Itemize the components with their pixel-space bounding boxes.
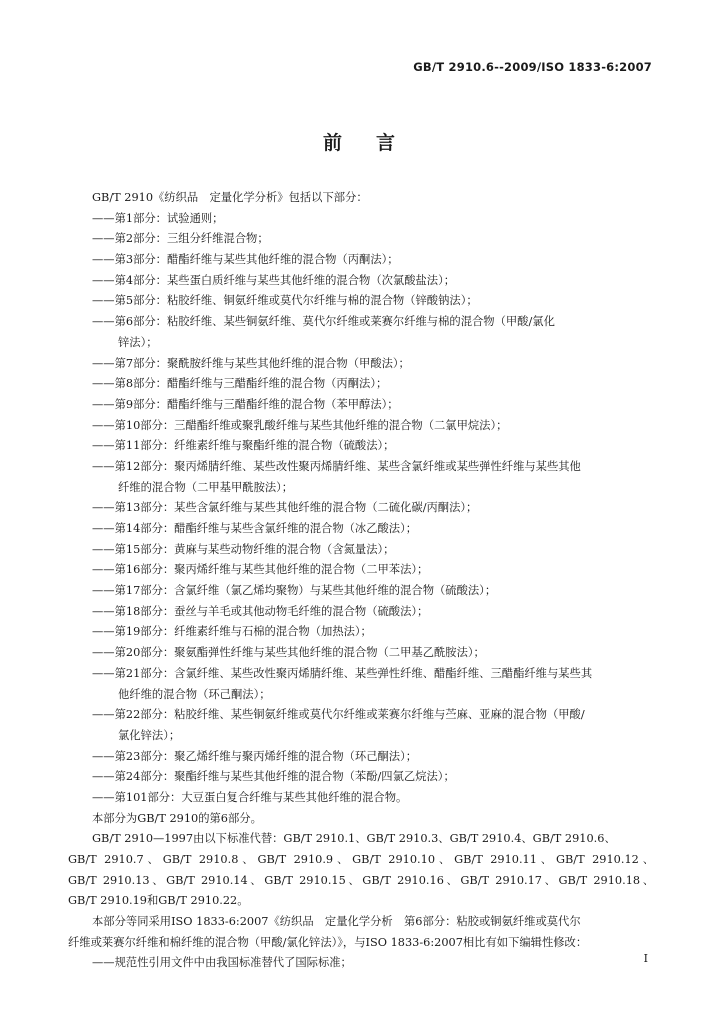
part-item-18: ——第18部分：蚕丝与羊毛或其他动物毛纤维的混合物（硫酸法）； xyxy=(92,604,429,618)
part-item-20: ——第20部分：聚氨酯弹性纤维与某些其他纤维的混合物（二甲基乙酰胺法）； xyxy=(92,646,485,660)
part-item-101: ——第101部分：大豆蛋白复合纤维与某些其他纤维的混合物。 xyxy=(92,790,408,804)
part-item-15: ——第15部分：黄麻与某些动物纤维的混合物（含氮量法）； xyxy=(92,542,395,556)
part-item-4: ——第4部分：某些蛋白质纤维与某些其他纤维的混合物（次氯酸盐法）； xyxy=(92,273,456,287)
paragraph-adoption-line-2: 纤维或莱赛尔纤维和棉纤维的混合物（甲酸/氯化锌法）》，与ISO 1833-6:2007相比有如下编辑性修改： xyxy=(68,935,588,949)
paragraph-replacement-line-3: GB/T 2910.13、GB/T 2910.14、GB/T 2910.15、GB/T 2910.16、GB/T 2910.17、GB/T 2910.18、 xyxy=(68,873,654,887)
part-item-12-cont: 纤维的混合物（二甲基甲酰胺法）； xyxy=(118,480,294,494)
part-item-19: ——第19部分：纤维素纤维与石棉的混合物（加热法）； xyxy=(92,625,372,639)
part-item-6-cont: 锌法）； xyxy=(118,335,158,349)
part-item-13: ——第13部分：某些含氯纤维与某些其他纤维的混合物（二硫化碳/丙酮法）； xyxy=(92,501,478,515)
part-item-17: ——第17部分：含氯纤维（氯乙烯均聚物）与某些其他纤维的混合物（硫酸法）； xyxy=(92,584,497,598)
part-item-9: ——第9部分：醋酯纤维与三醋酯纤维的混合物（苯甲醇法）； xyxy=(92,397,399,411)
document-body xyxy=(68,188,654,974)
part-item-14: ——第14部分：醋酯纤维与某些含氯纤维的混合物（冰乙酸法）； xyxy=(92,522,418,535)
paragraph-adoption-line-3: ——规范性引用文件中由我国标准替代了国际标准； xyxy=(92,956,352,970)
intro-line: GB/T 2910《纺织品 定量化学分析》包括以下部分： xyxy=(92,191,368,204)
part-item-22: ——第22部分：粘胶纤维、某些铜氨纤维或莫代尔纤维或莱赛尔纤维与苎麻、亚麻的混合物（甲酸/ xyxy=(92,708,585,722)
part-item-3: ——第3部分：醋酯纤维与某些其他纤维的混合物（丙酮法）； xyxy=(92,253,399,267)
part-item-7: ——第7部分：聚酰胺纤维与某些其他纤维的混合物（甲酸法）； xyxy=(92,356,410,370)
part-item-2: ——第2部分：三组分纤维混合物； xyxy=(92,232,269,246)
part-item-6: ——第6部分：粘胶纤维、某些铜氨纤维、莫代尔纤维或莱赛尔纤维与棉的混合物（甲酸/氯化 xyxy=(92,315,555,329)
part-item-16: ——第16部分：聚丙烯纤维与某些其他纤维的混合物（二甲苯法）； xyxy=(92,563,429,577)
part-item-8: ——第8部分：醋酯纤维与三醋酯纤维的混合物（丙酮法）； xyxy=(92,377,388,391)
paragraph-replacement-line-1: GB/T 2910—1997由以下标准代替：GB/T 2910.1、GB/T 2910.3、GB/T 2910.4、GB/T 2910.6、 xyxy=(92,832,616,846)
part-item-22-cont: 氯化锌法）； xyxy=(118,728,181,742)
part-item-10: ——第10部分：三醋酯纤维或聚乳酸纤维与某些其他纤维的混合物（二氯甲烷法）； xyxy=(92,418,508,432)
paragraph-replacement-line-2: GB/T 2910.7、GB/T 2910.8、GB/T 2910.9、GB/T 2910.10、GB/T 2910.11、GB/T 2910.12、 xyxy=(68,853,654,866)
paragraph-part-number: 本部分为GB/T 2910的第6部分。 xyxy=(92,811,262,825)
page-title: 前言 xyxy=(322,132,429,154)
part-item-21: ——第21部分：含氯纤维、某些改性聚丙烯腈纤维、某些弹性纤维、醋酯纤维、三醋酯纤维与某些其 xyxy=(92,666,593,680)
part-item-24: ——第24部分：聚酯纤维与某些其他纤维的混合物（苯酚/四氯乙烷法）； xyxy=(92,770,455,784)
part-item-1: ——第1部分：试验通则； xyxy=(92,211,224,225)
part-item-21-cont: 他纤维的混合物（环己酮法）； xyxy=(118,687,271,701)
paragraph-adoption-line-1: 本部分等同采用ISO 1833-6:2007《纺织品 定量化学分析 第6部分：粘胶或铜氨纤维或莫代尔 xyxy=(92,915,581,929)
part-item-5: ——第5部分：粘胶纤维、铜氨纤维或莫代尔纤维与棉的混合物（锌酸钠法）； xyxy=(92,294,478,308)
paragraph-replacement-line-4: GB/T 2910.19和GB/T 2910.22。 xyxy=(68,894,249,908)
standard-code: GB/T 2910.6--2009/ISO 1833-6:2007 xyxy=(413,60,652,74)
part-item-12: ——第12部分：聚丙烯腈纤维、某些改性聚丙烯腈纤维、某些含氯纤维或某些弹性纤维与某些其他 xyxy=(92,459,581,473)
part-item-11: ——第11部分：纤维素纤维与聚酯纤维的混合物（硫酸法）； xyxy=(92,439,395,453)
page-number: Ⅰ xyxy=(643,952,648,965)
part-item-23: ——第23部分：聚乙烯纤维与聚丙烯纤维的混合物（环己酮法）； xyxy=(92,749,418,763)
